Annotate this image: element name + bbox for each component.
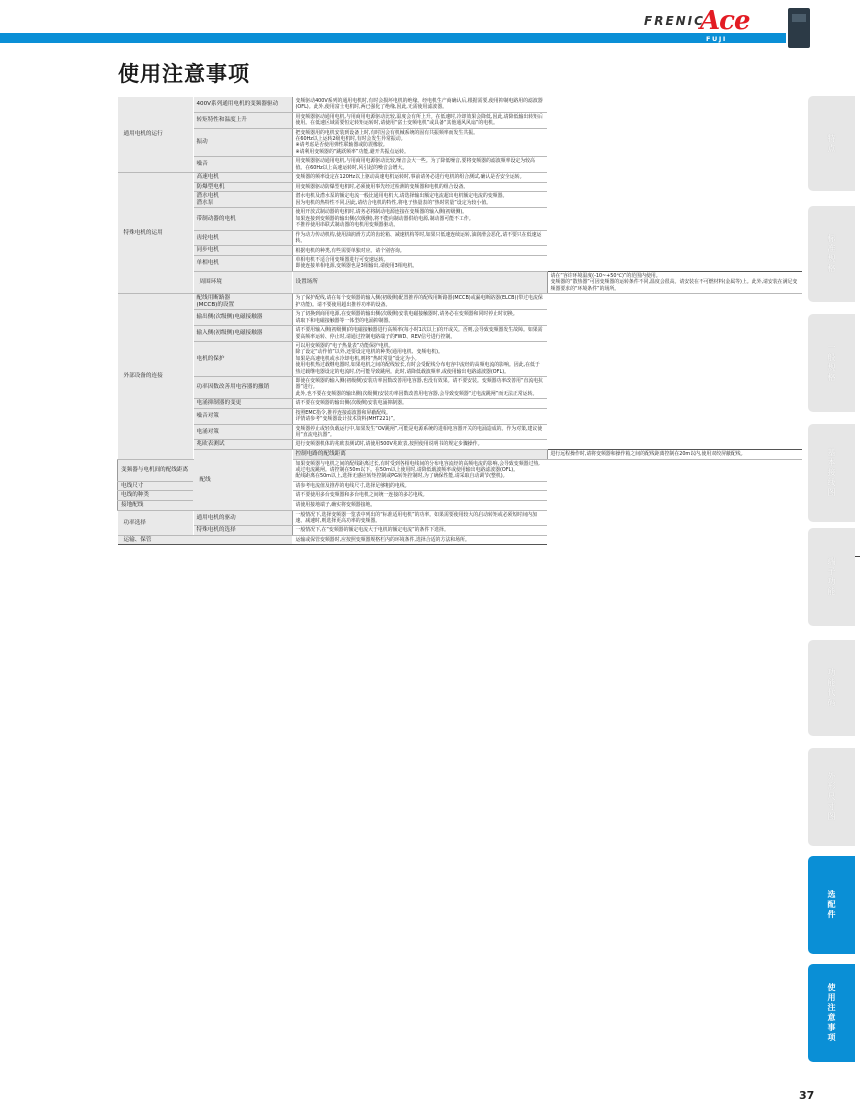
table-row xyxy=(118,157,803,173)
table-row xyxy=(118,97,803,112)
category-cell: 周围环境 xyxy=(193,271,292,293)
chapter-tab-8[interactable] xyxy=(808,856,855,954)
description-cell: 根据电机的种类,有些需要单独对应。请个别咨询。 xyxy=(292,246,547,256)
item-cell: 配线用断路器 (MCCB)的设置 xyxy=(193,294,292,310)
item-cell: 变频器与电机间的配线距离 xyxy=(118,459,194,481)
chapter-tab-label: 端子功能 xyxy=(827,557,836,596)
chapter-tab-label: 特点 xyxy=(827,133,836,153)
description-cell: 进行变频器机体的兆欧表测试时,请使用500V兆欧表,按照使用说明书的规定步骤操作。 xyxy=(292,440,547,450)
table-row xyxy=(118,294,803,310)
brand-mark: Ace xyxy=(700,6,750,36)
chapter-tab-5[interactable] xyxy=(808,528,855,626)
table-row xyxy=(118,128,803,157)
chapter-tab-1[interactable] xyxy=(808,96,855,191)
description-cell: 把变频器用的电机安装到设备上时,有时因会有机械系统的固有共振频率而发生共振。 在60Hz以上运转2级电机时,有时会发生异常振动。 ※请考虑是否使用弹性联轴器或防震橡胶。 ※请利用变频器的“跳跃频率”功能,避开共振点运转。 xyxy=(292,128,547,157)
description-cell: 一般情况下,在“变频器的额定电流大于电机的额定电流”的条件下选择。 xyxy=(292,526,547,536)
description-cell: 用变频器驱动防爆型电机时,必须使用事先经过检测的变频器和电机的组合设备。 xyxy=(292,182,547,192)
brand-subtitle: FUJI INVERTERS xyxy=(706,35,762,51)
item-cell: 400V系列通用电机的变频器驱动 xyxy=(193,97,292,112)
chapter-tab-6[interactable] xyxy=(808,640,855,736)
chapter-tab-label: 功能代码 xyxy=(827,668,836,707)
category-cell: 运输、保管 xyxy=(118,535,293,544)
description-cell: 使用开放式制动器的电机时,请务必将制动电源连接在变频器的输入侧(初级侧)。 如果连接到变频器的输出侧(次级侧),将不能向制动器供给电源,制动器可能不工作。 不推荐使用串联式制动器的电机用变频器驱动。 xyxy=(292,208,547,230)
table-row xyxy=(118,376,803,398)
item-cell: 单相电机 xyxy=(193,256,292,272)
description-cell: 按照EMC指令,推荐连接滤波器和屏蔽配线。 详情请参考“变频器设计技术资料(MHT221)”。 xyxy=(292,408,547,424)
item-cell: 齿轮电机 xyxy=(193,230,292,246)
page-title: 使用注意事项 xyxy=(118,62,250,86)
category-cell: 功率选择 xyxy=(118,510,194,535)
description-cell: 变频器的频率设定在120Hz以上驱动高速电机运转时,事前请务必进行电机的组合测试,确认是否安全运转。 xyxy=(292,173,547,183)
page-number: 37 xyxy=(799,1089,815,1102)
description-cell: 请在“容许环境温度(-10~+50℃)”的范围内使用。 变频器的“散热器”可因变频器的运转条件不同,温度会很高。请安装在不可燃材料(金属等)上。此外,请安装在满足变频器要求的“环境条件”的场所。 xyxy=(547,271,802,293)
chapter-tab-label: 标准规格 xyxy=(827,234,836,273)
description-cell: 变频器停止或轻负载运行中,如果发生“OV跳闸”,可能是电源系统的进相电容器开关的电涌造成的。作为对策,建议使用“直流电抗器”。 xyxy=(292,424,547,440)
item-cell: 电线的种类 xyxy=(118,491,194,501)
table-row xyxy=(118,256,803,272)
description-cell: 潜水电机及潜水泵的额定电流一般比通用电机大,请选择输出额定电流超出电机额定电流的变频器。 因为电机的热特性不同,因此,请结合电机的特性,将电子热量表的“热时常量”设定为较小值。 xyxy=(292,192,547,208)
description-cell: 用变频器驱动通用电机,与用商用电源驱动比较,噪音会大一些。为了降低噪音,要将变频器的滤波频率设定为较高值。在60Hz以上高速运转时,风引起的噪音会增大。 xyxy=(292,157,547,173)
table-row xyxy=(118,440,803,450)
item-cell: 同步电机 xyxy=(193,246,292,256)
chapter-tab-9[interactable] xyxy=(808,964,855,1062)
category-cell: 通用电机的运行 xyxy=(118,97,194,173)
item-cell: 输入侧(初级侧)电磁接触器 xyxy=(193,326,292,342)
table-row xyxy=(118,408,803,424)
chapter-tab-label: 一般规格 xyxy=(827,343,836,382)
inverter-product-icon xyxy=(788,8,810,48)
table-row xyxy=(118,112,803,128)
description-cell: 一般情况下,选择变频器一览表中列出的“标准适用电机”的功率。如果需要使用较大的启动转矩或必须短时间内加速、减速时,则选择更高功率的变频器。 xyxy=(292,510,547,526)
description-cell: 请参考电流值及推荐的电线尺寸,选择足够粗的电线。 xyxy=(292,481,547,491)
description-cell: 请不要用输入侧(初级侧)的电磁接触器进行高频率(每小时1次以上)的开或关。否则,会导致变频器发生故障。如果需要高频率运转、停止时,请通过控制电路端子的FWD、REV信号进行控制。 xyxy=(292,326,547,342)
table-row xyxy=(118,535,803,544)
table-row xyxy=(118,341,803,376)
item-cell: 防爆型电机 xyxy=(193,182,292,192)
description-cell: 请使用接地端子,确实将变频器接地。 xyxy=(292,500,547,510)
item-cell: 通用电机的驱动 xyxy=(193,510,292,526)
item-cell: 电线尺寸 xyxy=(118,481,194,491)
chapter-tab-7[interactable] xyxy=(808,748,855,846)
item-cell: 设置场所 xyxy=(292,271,547,293)
table-row xyxy=(118,510,803,526)
item-cell: 电涌对策 xyxy=(193,424,292,440)
item-cell: 兆欧表测试 xyxy=(193,440,292,450)
item-cell: 接地配线 xyxy=(118,500,194,510)
item-cell: 电涌抑制器的变更 xyxy=(193,399,292,409)
description-cell: 为了保护配线,请在每个变频器的输入侧(初级侧)配置推荐的配线用断路器(MCCB)或漏电断路器(ELCB)(带过电流保护功能)。请不要使用超出推荐功率的设备。 xyxy=(292,294,547,310)
item-cell: 振动 xyxy=(193,128,292,157)
item-cell: 转矩特性和温度上升 xyxy=(193,112,292,128)
table-row xyxy=(118,192,803,208)
item-cell: 电机的保护 xyxy=(193,341,292,376)
chapter-tab-label: 选配件 xyxy=(827,890,836,919)
category-cell: 特殊电机的运用 xyxy=(118,173,194,294)
description-cell: 请不要使用多台变频器和多台电机之间统一连接的多芯电线。 xyxy=(292,491,547,501)
description-cell: 作为动力传动机构,使用油润滑方式的齿轮箱、减速机构等时,如果只低速连续运转,油润滑会恶化,请不要只在低速运转。 xyxy=(292,230,547,246)
brand-name: FRENIC xyxy=(644,14,705,28)
brand-logo xyxy=(644,6,780,51)
table-row xyxy=(118,230,803,246)
item-cell: 高速电机 xyxy=(193,173,292,183)
table-row xyxy=(118,208,803,230)
category-cell: 配线 xyxy=(193,449,292,510)
description-cell: 进行远程操作时,请将变频器和操作箱之间的配线距离控制在20m以内,使用双绞屏蔽配线。 xyxy=(547,449,802,459)
item-cell: 潜水电机 潜水泵 xyxy=(193,192,292,208)
description-cell: 变频驱动400V系列的通用电机时,有时会损坏电机的绝缘。经电机生产商确认后,根据需要,使用抑制电路用的滤波器(OFL)。此外,使用富士电机时,两已强化了绝缘,因此,无需使用滤波器。 xyxy=(292,97,547,112)
table-row xyxy=(118,182,803,192)
item-cell: 带制动器的电机 xyxy=(193,208,292,230)
table-row xyxy=(118,526,803,536)
item-cell: 功率因数改善用电容器的撤销 xyxy=(193,376,292,398)
item-cell: 噪音对策 xyxy=(193,408,292,424)
table-row xyxy=(118,173,803,183)
description-cell: 为了切换到商用电源,在变频器的输出侧(次级侧)安装电磁接触器时,请务必在变频器和同时停止时切换。 请取下和电磁接触器等一体型的电涌抑制器。 xyxy=(292,310,547,326)
item-cell: 控制电路的配线距离 xyxy=(292,449,547,459)
description-cell: 如果变频器与电机之间的配线距离过长,有时受到各相电线间的分布电容流经的高频电流的影响,会导致变频器过热,或过电流跳闸。请控制在50m以下。在50m以上使用时,请降低载波频率或使用输出电路滤波器(OFL)。 配线距离在50m以上,选择无感应转矩控制或PG转矩控制时,为了确保性能,请采取自动调节(整机)。 xyxy=(292,459,547,481)
chapter-tab-2[interactable] xyxy=(808,206,855,302)
description-cell: 用变频器驱动通用电机,与用商用电源驱动比较,温度会有所上升。在低速时,冷却效果会降低,因此,请降低输出转矩后使用。在低速区域需要恒定转矩运转时,请使用“富士变频电机”或具备“其他通风风扇”的电机。 xyxy=(292,112,547,128)
description-cell: 请不要在变频器的输出侧(次级侧)安装电涌抑制器。 xyxy=(292,399,547,409)
item-cell: 输出侧(次级侧)电磁接触器 xyxy=(193,310,292,326)
chapter-tab-label: 使用注意事项 xyxy=(827,983,836,1042)
precautions-table xyxy=(117,97,802,545)
description-cell: 可以用变频器的“电子热量表”功能保护电机。 除了设定“动作值”以外,还要设定电机的种类(通用电机、变频电机)。 如果是高速电机或水冷却电机,则将“热时常量”设定为小。 使用电机热过载继电器时,如果电机之间的配线较长,有时会受配线分布电容中流经的高频电流的影响。因此,在低于热过载继电器设定的电流时,仍可能导致跳闸。此时,请降低载波频率,或使用输出电路滤波器(OFL)。 xyxy=(292,341,547,376)
chapter-tab-label: 外形尺寸图 xyxy=(827,772,836,821)
table-row xyxy=(118,424,803,440)
category-cell: 外部设备的连接 xyxy=(118,294,194,459)
description-cell: 即使在变频器的输入侧(初级侧)安装功率因数改善用电容器,也没有效果。请不要安装。变频器功率改善用“直流电抗器”进行。 此外,也不要在变频器的输出侧(次级侧)安装功率因数改善用电容器,会导致变频器“过电流跳闸”而无法正常运转。 xyxy=(292,376,547,398)
description-cell: 运输或保管变频器时,应按照变频器规格栏内的环境条件,选择合适的方法和场所。 xyxy=(292,535,547,544)
item-cell: 噪音 xyxy=(193,157,292,173)
chapter-tab-4[interactable] xyxy=(808,424,855,522)
table-row xyxy=(118,326,803,342)
table-row xyxy=(118,246,803,256)
description-cell: 单相电机不适合用变频器进行可变速运转。 即使连接单相电源,变频器也是3相输出,请使用3相电机。 xyxy=(292,256,547,272)
edge-tick-mark xyxy=(855,556,860,557)
table-row xyxy=(118,271,803,293)
chapter-tab-3[interactable] xyxy=(808,314,855,412)
item-cell: 特殊电机的选择 xyxy=(193,526,292,536)
chapter-tab-label: 基本接线图 xyxy=(827,448,836,497)
table-row xyxy=(118,399,803,409)
table-row xyxy=(118,449,803,459)
table-row xyxy=(118,310,803,326)
